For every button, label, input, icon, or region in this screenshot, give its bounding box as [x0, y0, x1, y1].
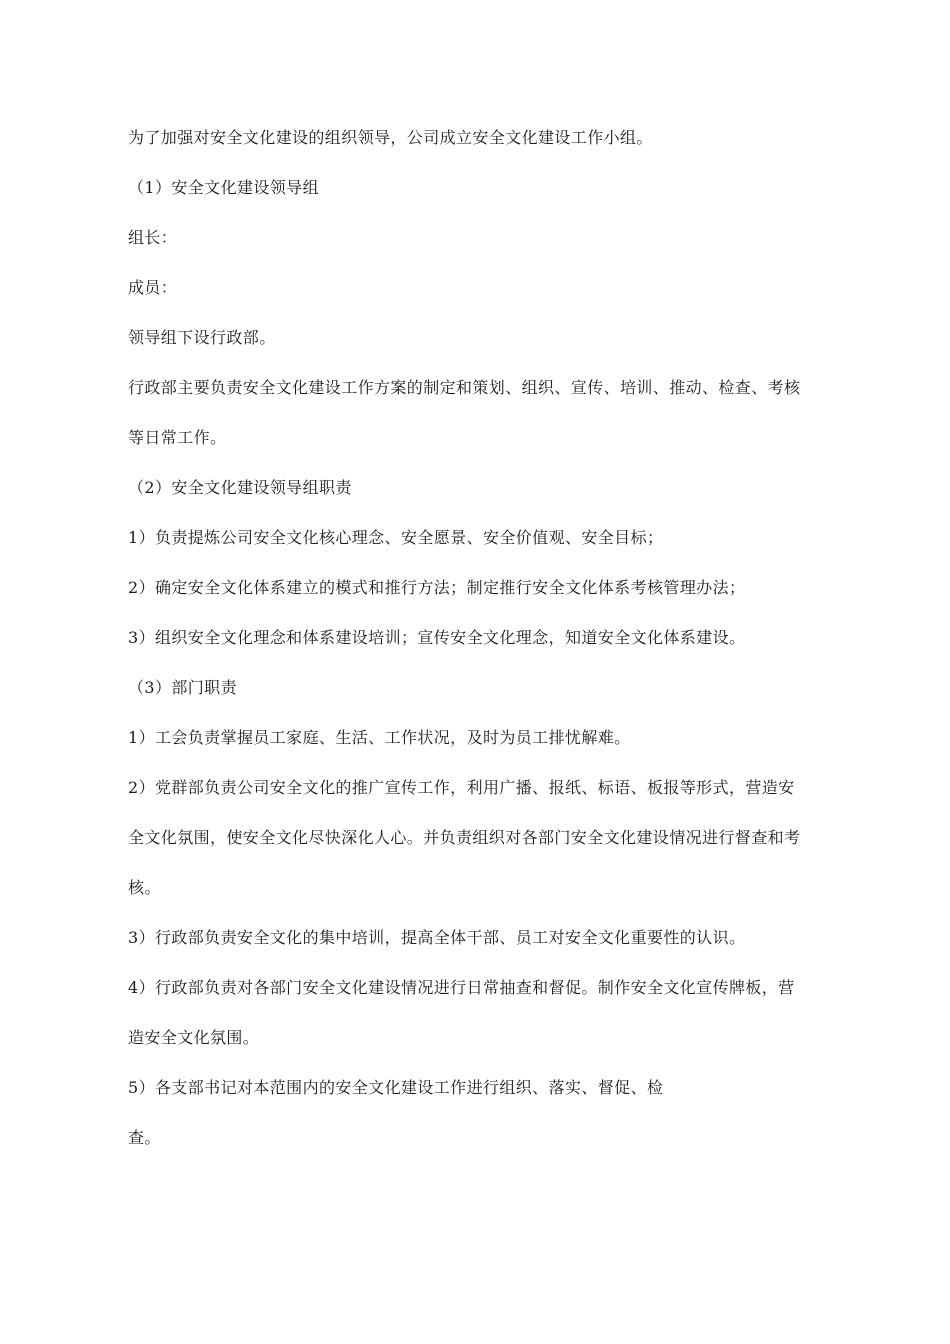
dept-duty-5-line-1: 5）各支部书记对本范围内的安全文化建设工作进行组织、落实、督促、检 — [128, 1078, 664, 1097]
dept-duty-1: 1）工会负责掌握员工家庭、生活、工作状况，及时为员工排忧解难。 — [128, 728, 631, 747]
dept-duty-4-line-1: 4）行政部负责对各部门安全文化建设情况进行日常抽查和督促。制作安全文化宣传牌板，营 — [128, 978, 795, 997]
members-label: 成员： — [128, 278, 178, 297]
group-leader-label: 组长： — [128, 228, 178, 247]
admin-dept-duties-line-2: 等日常工作。 — [128, 428, 227, 447]
dept-duty-3: 3）行政部负责安全文化的集中培训，提高全体干部、员工对安全文化重要性的认识。 — [128, 928, 746, 947]
duty-item-1: 1）负责提炼公司安全文化核心理念、安全愿景、安全价值观、安全目标； — [128, 528, 664, 547]
section-heading-3: （3）部门职责 — [128, 678, 237, 697]
admin-dept-line: 领导组下设行政部。 — [128, 328, 276, 347]
section-heading-1: （1）安全文化建设领导组 — [128, 178, 319, 197]
admin-dept-duties-line-1: 行政部主要负责安全文化建设工作方案的制定和策划、组织、宣传、培训、推动、检查、考核 — [128, 378, 801, 397]
dept-duty-4-line-2: 造安全文化氛围。 — [128, 1028, 260, 1047]
intro-paragraph: 为了加强对安全文化建设的组织领导，公司成立安全文化建设工作小组。 — [128, 128, 653, 147]
section-heading-2: （2）安全文化建设领导组职责 — [128, 478, 352, 497]
dept-duty-2-line-1: 2）党群部负责公司安全文化的推广宣传工作，利用广播、报纸、标语、板报等形式，营造安 — [128, 778, 795, 797]
dept-duty-2-line-2: 全文化氛围，使安全文化尽快深化人心。并负责组织对各部门安全文化建设情况进行督查和考 — [128, 828, 801, 847]
duty-item-2: 2）确定安全文化体系建立的模式和推行方法；制定推行安全文化体系考核管理办法； — [128, 578, 746, 597]
dept-duty-5-line-2: 查。 — [128, 1128, 161, 1147]
duty-item-3: 3）组织安全文化理念和体系建设培训；宣传安全文化理念，知道安全文化体系建设。 — [128, 628, 746, 647]
dept-duty-2-line-3: 核。 — [128, 878, 161, 897]
